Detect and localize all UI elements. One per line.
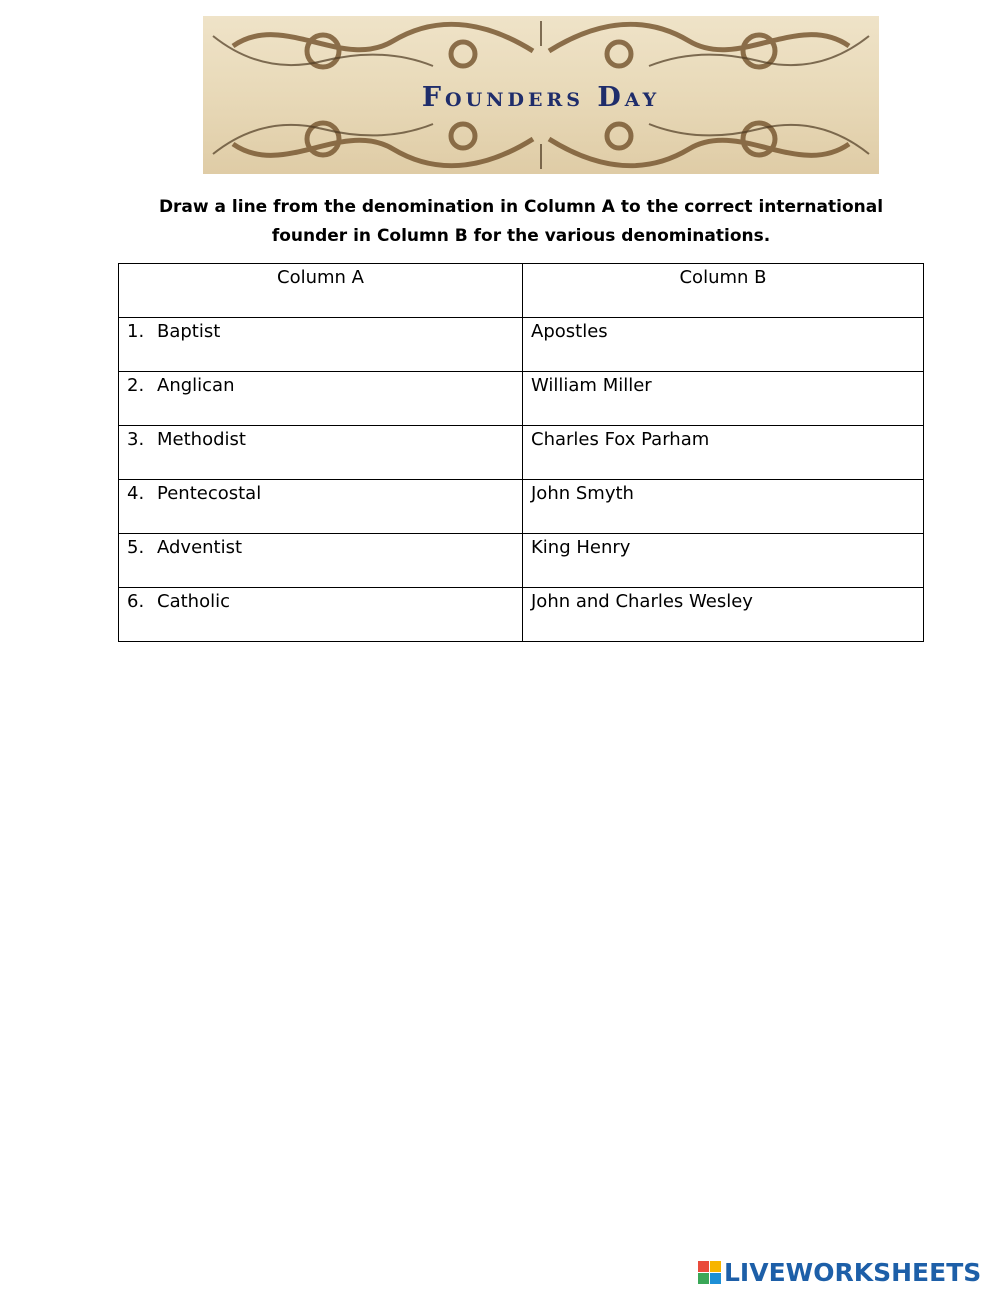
logo-block	[698, 1273, 709, 1284]
table-row	[119, 426, 924, 480]
founder-cell[interactable]	[523, 480, 924, 534]
denomination-label: Anglican	[157, 375, 235, 396]
instructions	[118, 193, 924, 251]
founder-label: Apostles	[531, 321, 608, 342]
logo-blocks-icon	[698, 1261, 721, 1284]
denomination-cell[interactable]	[119, 318, 523, 372]
denomination-cell[interactable]	[119, 480, 523, 534]
founder-cell[interactable]	[523, 318, 924, 372]
denomination-label: Baptist	[157, 321, 221, 342]
denomination-cell[interactable]	[119, 426, 523, 480]
matching-table	[118, 263, 924, 642]
founder-label: William Miller	[531, 375, 652, 396]
column-b-header: Column B	[523, 264, 924, 318]
founder-label: Charles Fox Parham	[531, 429, 710, 450]
column-a-header: Column A	[119, 264, 523, 318]
table-row	[119, 534, 924, 588]
instructions-line-2: founder in Column B for the various denominations.	[271, 226, 771, 246]
logo-block	[710, 1273, 721, 1284]
denomination-cell[interactable]	[119, 534, 523, 588]
founder-cell[interactable]	[523, 588, 924, 642]
denomination-label: Catholic	[157, 591, 230, 612]
logo-text: LIVEWORKSHEETS	[724, 1257, 982, 1287]
denomination-label: Pentecostal	[157, 483, 262, 504]
denomination-cell[interactable]	[119, 372, 523, 426]
founder-label: John Smyth	[531, 483, 634, 504]
table-header-row	[119, 264, 924, 318]
row-number: 3.	[127, 429, 145, 450]
table-row	[119, 480, 924, 534]
liveworksheets-logo	[698, 1257, 981, 1287]
row-number: 4.	[127, 483, 145, 504]
founder-cell[interactable]	[523, 372, 924, 426]
row-number: 1.	[127, 321, 145, 342]
banner-image	[203, 16, 879, 174]
instructions-line-1: Draw a line from the denomination in Column A to the correct international	[158, 197, 884, 217]
logo-block	[710, 1261, 721, 1272]
founder-cell[interactable]	[523, 534, 924, 588]
founder-label: King Henry	[531, 537, 631, 558]
table-row	[119, 588, 924, 642]
logo-block	[698, 1261, 709, 1272]
row-number: 6.	[127, 591, 145, 612]
denomination-label: Methodist	[157, 429, 246, 450]
founder-cell[interactable]	[523, 426, 924, 480]
table-row	[119, 372, 924, 426]
denomination-label: Adventist	[157, 537, 243, 558]
row-number: 5.	[127, 537, 145, 558]
denomination-cell[interactable]	[119, 588, 523, 642]
row-number: 2.	[127, 375, 145, 396]
table-row	[119, 318, 924, 372]
founder-label: John and Charles Wesley	[531, 591, 753, 612]
banner-title: Founders Day	[421, 82, 661, 113]
